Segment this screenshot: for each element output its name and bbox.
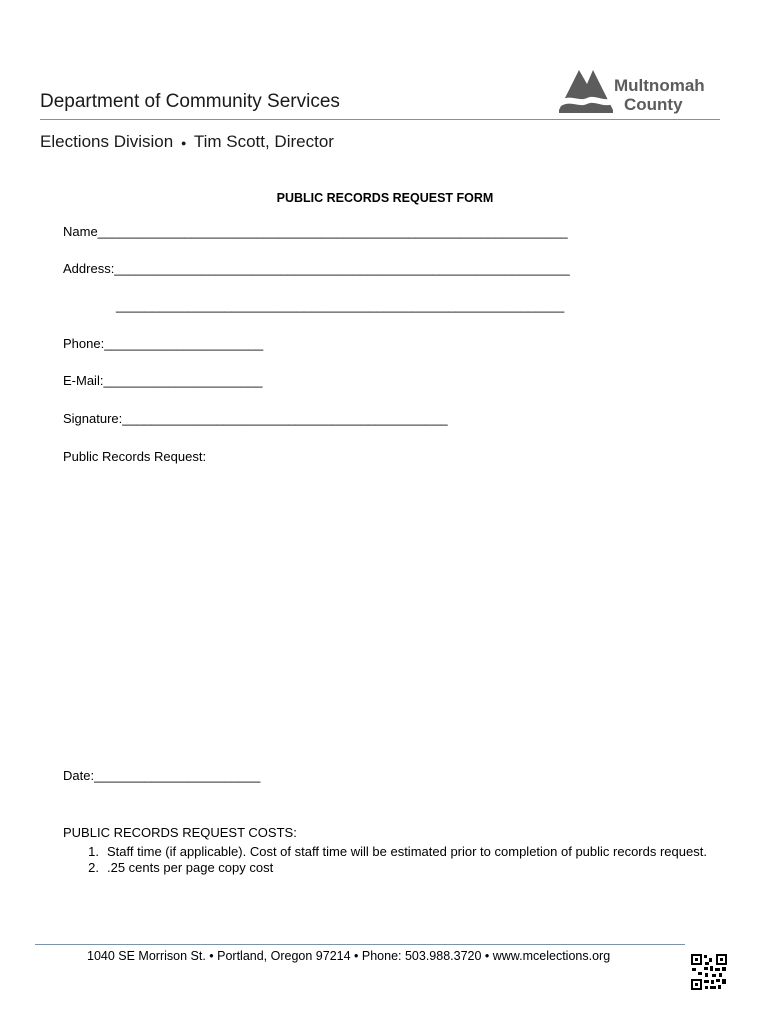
costs-heading: PUBLIC RECORDS REQUEST COSTS: (63, 825, 297, 840)
footer-divider (35, 944, 685, 945)
request-area[interactable] (63, 468, 703, 758)
logo-line-1: Multnomah (614, 76, 705, 95)
cost-item-number: 2. (88, 860, 99, 875)
department-title: Department of Community Services (40, 91, 340, 112)
cost-item (63, 844, 713, 860)
logo-line-2: County (624, 95, 683, 114)
division-name: Elections Division (40, 132, 174, 151)
qr-code-icon (690, 953, 728, 991)
logo-wordmark (614, 76, 705, 114)
email-field[interactable]: E-Mail:______________________ (63, 373, 263, 388)
bullet-separator: ● (180, 137, 187, 148)
costs-list (63, 844, 713, 876)
name-field[interactable]: Name_________________________________________________________________ (63, 224, 568, 239)
request-label: Public Records Request: (63, 449, 207, 464)
phone-field[interactable]: Phone:______________________ (63, 336, 264, 351)
form-title: PUBLIC RECORDS REQUEST FORM (276, 191, 494, 205)
cost-item-text: Staff time (if applicable). Cost of staff time will be estimated prior to completion of public records request. (107, 844, 707, 859)
footer-contact: 1040 SE Morrison St. • Portland, Oregon 97214 • Phone: 503.988.3720 • www.mcelections.org (87, 949, 611, 963)
division-line (40, 132, 334, 152)
address-field[interactable]: Address:_______________________________________________________________ (63, 261, 570, 276)
cost-item-number: 1. (88, 844, 99, 859)
signature-field[interactable]: Signature:_____________________________________________ (63, 411, 448, 426)
header-divider (40, 119, 720, 120)
cost-item-text: .25 cents per page copy cost (107, 860, 274, 875)
director-name: Tim Scott, Director (193, 132, 334, 151)
cost-item (63, 860, 713, 876)
date-field[interactable]: Date:_______________________ (63, 768, 261, 783)
address-line-2-field[interactable]: ______________________________________________________________ (116, 298, 565, 313)
